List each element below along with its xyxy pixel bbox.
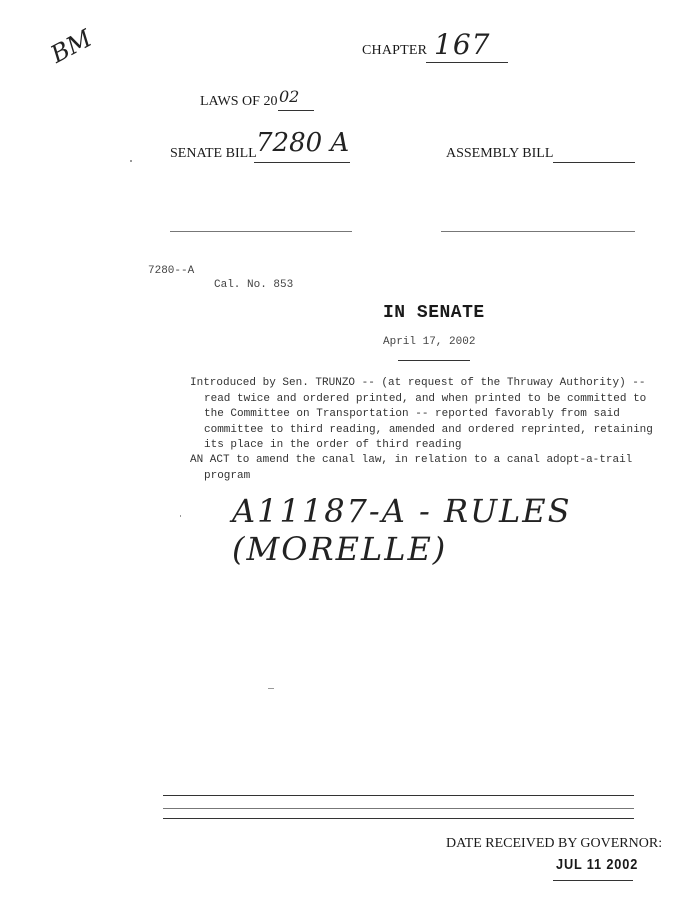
laws-line bbox=[278, 110, 314, 111]
scan-speck bbox=[180, 515, 181, 517]
bottom-line-3 bbox=[163, 818, 634, 819]
chamber-heading: IN SENATE bbox=[383, 303, 485, 323]
assembly-bill-line bbox=[553, 162, 635, 163]
blank-line-right bbox=[441, 231, 635, 232]
scan-speck bbox=[268, 688, 274, 689]
assembly-bill-label: ASSEMBLY BILL bbox=[446, 146, 554, 161]
intro-line-2: read twice and ordered printed, and when printed to be committed to bbox=[204, 392, 647, 405]
date-underline bbox=[398, 360, 470, 361]
intro-line-3: the Committee on Transportation -- reported favorably from said bbox=[204, 408, 620, 420]
senate-bill-label: SENATE BILL bbox=[170, 146, 257, 161]
senate-bill-line bbox=[254, 162, 350, 163]
bill-code: 7280--A bbox=[148, 265, 195, 277]
scan-speck bbox=[130, 160, 132, 162]
chapter-number: 167 bbox=[434, 28, 491, 61]
introduction-paragraph bbox=[190, 376, 680, 454]
act-paragraph bbox=[190, 453, 680, 484]
blank-line-left bbox=[170, 231, 352, 232]
intro-line-1: Introduced by Sen. TRUNZO -- (at request of the Thruway Authority) -- bbox=[190, 377, 646, 389]
chapter-label: CHAPTER bbox=[362, 43, 428, 58]
act-line-1: AN ACT to amend the canal law, in relation to a canal adopt-a-trail bbox=[190, 454, 633, 466]
governor-date-line bbox=[553, 880, 633, 881]
bottom-line-2 bbox=[163, 808, 634, 809]
senate-bill-number: 7280 A bbox=[256, 128, 350, 158]
intro-line-5: its place in the order of third reading bbox=[204, 439, 462, 451]
calendar-number: Cal. No. 853 bbox=[214, 279, 294, 291]
act-line-2: program bbox=[204, 469, 251, 482]
corner-initials: BM bbox=[46, 24, 97, 69]
intro-line-4: committee to third reading, amended and ordered reprinted, retaining bbox=[204, 423, 653, 436]
governor-received-label: DATE RECEIVED BY GOVERNOR: bbox=[446, 836, 663, 851]
laws-label: LAWS OF 20 bbox=[200, 94, 278, 109]
chapter-line bbox=[426, 62, 508, 63]
date-introduced: April 17, 2002 bbox=[383, 336, 476, 348]
governor-received-date: JUL 11 2002 bbox=[556, 856, 639, 873]
laws-year: 02 bbox=[279, 87, 300, 106]
bottom-line-1 bbox=[163, 795, 634, 796]
handwritten-note: A11187-A - RULES (MORELLE) bbox=[232, 492, 572, 568]
